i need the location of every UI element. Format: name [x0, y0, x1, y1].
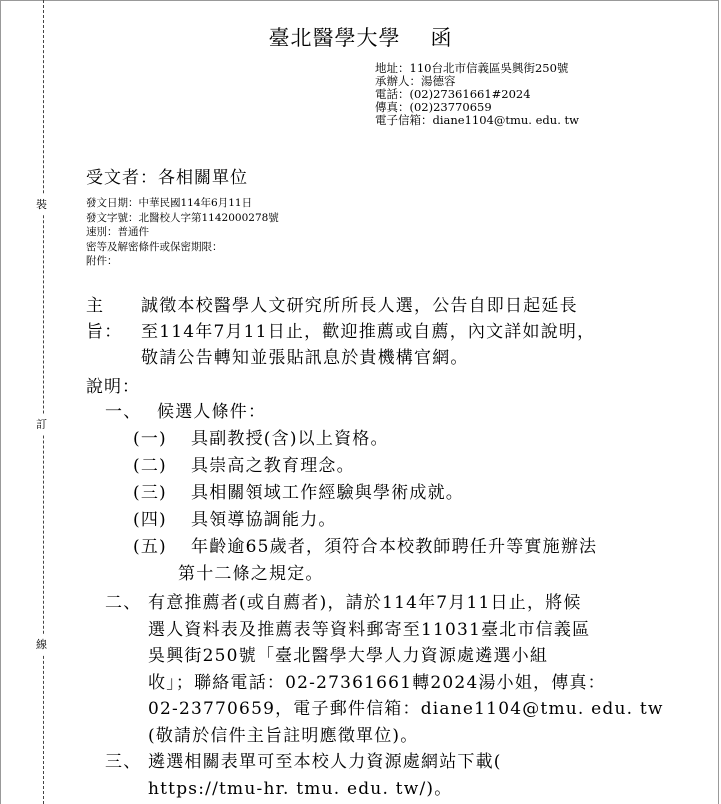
explanation-label: 說明： [86, 377, 140, 397]
item-title: 候選人條件： [157, 402, 267, 422]
subject-line: 誠徵本校醫學人文研究所所長人選，公告自即日起延長 [141, 296, 578, 316]
condition-number: (三) [133, 483, 167, 503]
subject-line: 敬請公告轉知並張貼訊息於貴機構官網。 [141, 348, 469, 368]
binding-mark: 裝 [36, 194, 47, 214]
binding-mark: 線 [36, 634, 47, 654]
email: 電子信箱：diane1104@tmu. edu. tw [375, 113, 579, 127]
item-number: 一、 [105, 402, 142, 422]
fax: 傳真：(02)23770659 [375, 100, 492, 114]
condition-text: 具領導協調能力。 [191, 510, 337, 530]
org-name: 臺北醫學大學 [268, 26, 401, 50]
condition-number: (五) [133, 537, 167, 557]
subject-label: 主旨： [86, 296, 123, 342]
speed: 速別：普通件 [86, 226, 149, 238]
condition-number: (四) [133, 510, 167, 530]
security-level: 密等及解密條件或保密期限： [86, 240, 223, 253]
item-line: (敬請於信件主旨註明應徵單位)。 [148, 725, 419, 746]
contact-block [375, 62, 579, 127]
condition-number: (二) [133, 456, 167, 476]
binding-line [43, 0, 44, 804]
item-line: 選人資料表及推薦表等資料郵寄至11031臺北市信義區 [148, 619, 591, 640]
condition-text: 具副教授(含)以上資格。 [191, 429, 389, 449]
condition-text: 具相關領域工作經驗與學術成就。 [191, 483, 464, 503]
item-body [148, 590, 688, 749]
item-line: 吳興街250號「臺北醫學大學人力資源處遴選小組 [148, 646, 549, 666]
recipient: 受文者：各相關單位 [86, 168, 248, 188]
condition-text: 年齡逾65歲者，須符合本校教師聘任升等實施辦法 [191, 537, 598, 557]
subject-body [141, 293, 701, 371]
condition-text: 具崇高之教育理念。 [191, 456, 355, 476]
issue-date: 發文日期：中華民國114年6月11日 [86, 197, 253, 209]
attachment: 附件： [86, 255, 118, 267]
item-line: https://tmu-hr. tmu. edu. tw/)。 [148, 778, 453, 799]
condition-number: (一) [133, 429, 167, 449]
phone: 電話：(02)27361661#2024 [375, 87, 531, 101]
binding-mark: 訂 [36, 414, 47, 434]
item-line: 有意推薦者(或自薦者)，請於114年7月11日止，將候 [148, 593, 582, 613]
address: 地址：110台北市信義區吳興街250號 [375, 61, 569, 75]
condition-text: 第十二條之規定。 [178, 563, 324, 584]
item-line: 收」；聯絡電話：02-27361661轉2024湯小姐，傳真： [148, 672, 606, 693]
meta-block [86, 196, 279, 269]
item-body [148, 749, 688, 802]
item-line: 遴選相關表單可至本校人力資源處網站下載( [148, 752, 502, 772]
doc-number: 發文字號：北醫校人字第1142000278號 [86, 211, 279, 224]
letter-title [0, 22, 721, 52]
handler: 承辦人：湯德容 [375, 74, 456, 88]
subject-line: 至114年7月11日止，歡迎推薦或自薦，內文詳如說明， [141, 322, 596, 342]
item-number: 二、 [105, 593, 142, 613]
item-line: 02-23770659，電子郵件信箱：diane1104@tmu. edu. tw [148, 699, 664, 719]
doc-type: 函 [430, 26, 453, 50]
item-number: 三、 [105, 752, 142, 772]
